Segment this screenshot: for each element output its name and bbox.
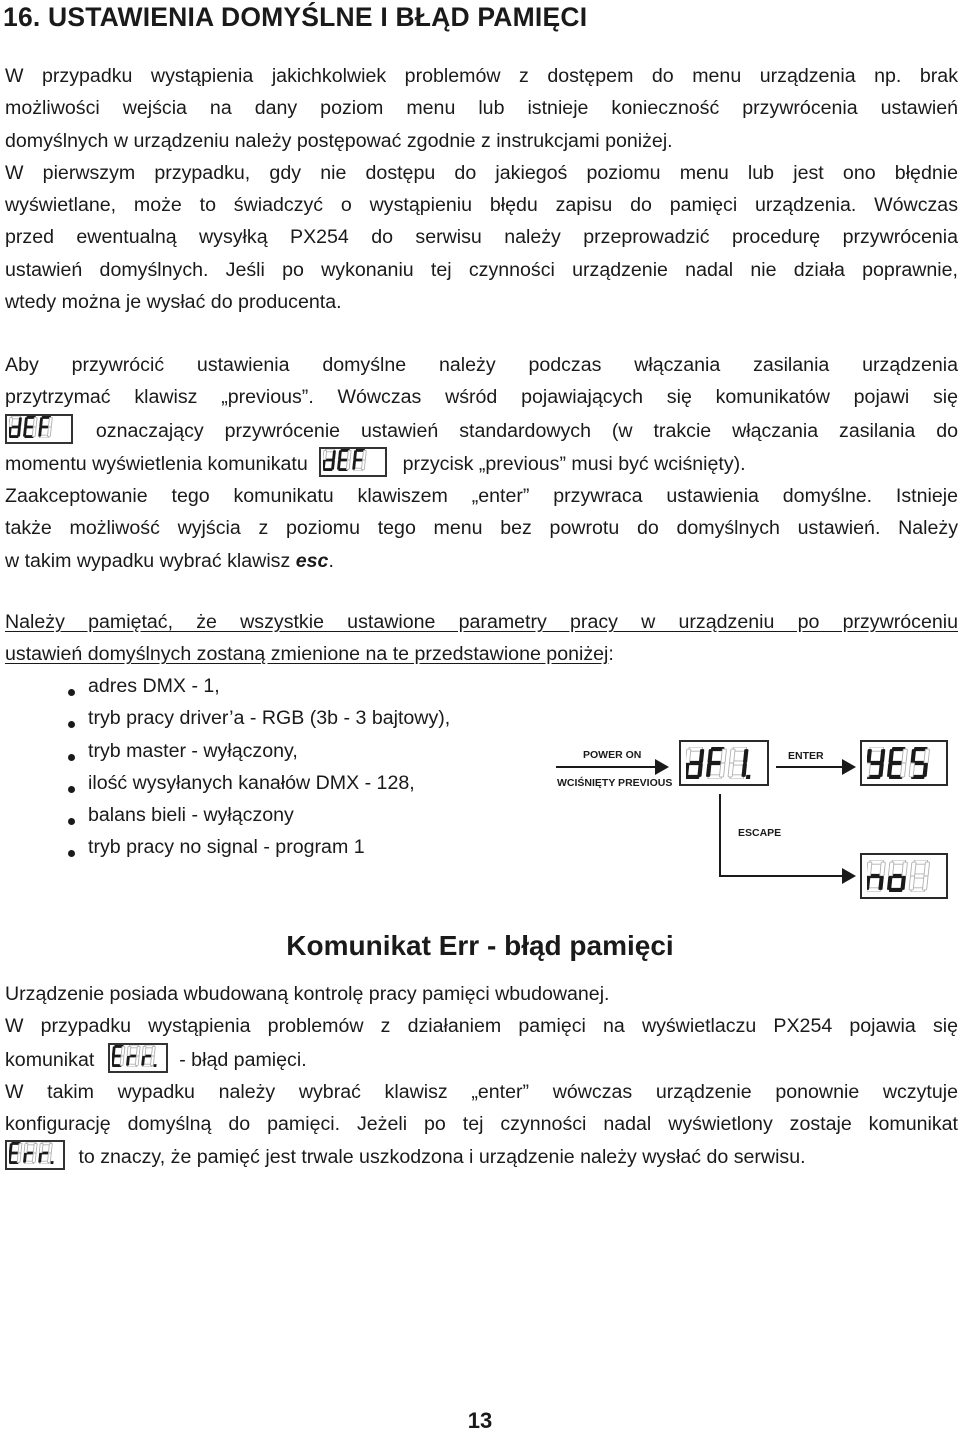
segment-digit bbox=[23, 416, 37, 438]
list-item: tryb pracy driver’a - RGB (3b - 3 bajtowy), bbox=[68, 702, 450, 734]
page-number: 13 bbox=[467, 1408, 493, 1433]
text-line: przytrzymać klawisz „previous”. Wówczas wśród pojawiających się komunikatów pojawi się bbox=[5, 386, 958, 409]
arrowhead bbox=[655, 759, 669, 775]
list-item: ilość wysyłanych kanałów DMX - 128, bbox=[68, 767, 450, 799]
segment-digit bbox=[909, 747, 930, 779]
text-line: możliwości wejścia na dany poziom menu lub istnieje konieczność przywrócenia ustawień bbox=[5, 97, 958, 120]
def-display-icon bbox=[5, 414, 73, 444]
restore-paragraph bbox=[5, 349, 958, 577]
text-line: to znaczy, że pamięć jest trwale uszkodzona i urządzenie należy wysłać do serwisu. bbox=[5, 1140, 958, 1173]
segment-digit bbox=[728, 747, 754, 779]
text-line: momentu wyświetlenia komunikatu przycisk „previous” musi być wciśnięty). bbox=[5, 447, 958, 480]
text-line: także możliwość wyjścia z poziomu tego menu bez powrotu do domyślnych ustawień. Należy bbox=[5, 517, 958, 540]
text-line: konfigurację domyślną do pamięci. Jeżeli po tej czynności nadal wyświetlony zostaje komunikat bbox=[5, 1113, 958, 1136]
text-line: Aby przywrócić ustawienia domyślne należy podczas włączania zasilania urządzenia bbox=[5, 354, 958, 376]
text-line: Zaakceptowanie tego komunikatu klawiszem „enter” przywraca ustawienia domyślne. Istnieje bbox=[5, 485, 958, 508]
segment-digit bbox=[38, 416, 52, 438]
err-paragraph bbox=[5, 978, 958, 1174]
display-yes bbox=[860, 740, 948, 786]
segment-digit bbox=[112, 1045, 125, 1067]
segment-digit bbox=[323, 449, 336, 471]
err-display-icon bbox=[108, 1043, 168, 1073]
segment-digit bbox=[337, 449, 351, 471]
text-line: wtedy można je wysłać do producenta. bbox=[5, 291, 342, 314]
escape-label: ESCAPE bbox=[738, 827, 782, 839]
enter-label: ENTER bbox=[788, 750, 824, 762]
segment-digit bbox=[38, 1142, 56, 1164]
list-item: tryb pracy no signal - program 1 bbox=[68, 831, 450, 863]
segment-digit bbox=[352, 449, 366, 471]
segment-digit bbox=[9, 1142, 22, 1164]
segment-digit bbox=[686, 747, 705, 779]
display-no bbox=[860, 853, 948, 899]
text-line: W przypadku wystąpienia problemów z działaniem pamięci na wyświetlaczu PX254 pojawia się bbox=[5, 1015, 958, 1038]
text-line: W pierwszym przypadku, gdy nie dostępu do jakiegoś poziomu menu lub jest ono błędnie bbox=[5, 161, 958, 184]
list-item: balans bieli - wyłączony bbox=[68, 799, 450, 831]
text-line: oznaczający przywrócenie ustawień standardowych (w trakcie włączania zasilania do bbox=[5, 414, 958, 447]
text-line: Urządzenie posiada wbudowaną kontrolę pracy pamięci wbudowanej. bbox=[5, 983, 610, 1005]
text-line: domyślnych w urządzeniu należy postępować zgodnie z instrukcjami poniżej. bbox=[5, 129, 673, 152]
text-line: ustawień domyślnych zostaną zmienione na te przedstawione poniżej: bbox=[5, 643, 614, 666]
segment-digit bbox=[887, 860, 908, 892]
text-line: ustawień domyślnych. Jeśli po wykonaniu tej czynności urządzenie nadal nie działa poprawnie, bbox=[5, 258, 958, 281]
text-line: komunikat - błąd pamięci. bbox=[5, 1043, 958, 1076]
defaults-list bbox=[68, 670, 450, 864]
err-heading: Komunikat Err - błąd pamięci bbox=[286, 930, 674, 961]
segment-digit bbox=[887, 747, 908, 779]
pressed-previous-label: WCIŚNIĘTY PREVIOUS bbox=[557, 777, 673, 789]
arrowhead bbox=[842, 868, 856, 884]
segment-digit bbox=[867, 860, 886, 892]
text-line: Należy pamiętać, że wszystkie ustawione parametry pracy w urządzeniu po przywróceniu bbox=[5, 611, 958, 633]
text-line: przed ewentualną wysyłką PX254 do serwisu należy przeprowadzić procedurę przywrócenia bbox=[5, 226, 958, 249]
text-line: wyświetlane, może to świadczyć o wystąpieniu błędu zapisu do pamięci urządzenia. Wówczas bbox=[5, 194, 958, 217]
intro-paragraph bbox=[5, 60, 958, 318]
defaults-note bbox=[5, 606, 958, 671]
segment-digit bbox=[141, 1045, 159, 1067]
arrowhead bbox=[842, 759, 856, 775]
esc-key-label: esc bbox=[295, 549, 329, 572]
segment-digit bbox=[909, 860, 930, 892]
err-display-icon bbox=[5, 1140, 65, 1170]
segment-digit bbox=[126, 1045, 140, 1067]
text-line: W takim wypadku należy wybrać klawisz „enter” wówczas urządzenie ponownie wczytuje bbox=[5, 1080, 958, 1103]
power-on-label: POWER ON bbox=[583, 749, 642, 761]
section-heading: 16. USTAWIENIA DOMYŚLNE I BŁĄD PAMIĘCI bbox=[3, 2, 588, 32]
display-dfi bbox=[679, 740, 769, 786]
segment-digit bbox=[867, 747, 886, 779]
arrow-escape bbox=[720, 794, 852, 876]
text-line: w takim wypadku wybrać klawisz esc. bbox=[5, 549, 334, 572]
list-item: tryb master - wyłączony, bbox=[68, 735, 450, 767]
text-line: W przypadku wystąpienia jakichkolwiek problemów z dostępem do menu urządzenia np. brak bbox=[5, 65, 958, 87]
list-item: adres DMX - 1, bbox=[68, 670, 450, 702]
segment-digit bbox=[23, 1142, 37, 1164]
segment-digit bbox=[706, 747, 727, 779]
def-display-icon bbox=[319, 447, 387, 477]
segment-digit bbox=[9, 416, 22, 438]
